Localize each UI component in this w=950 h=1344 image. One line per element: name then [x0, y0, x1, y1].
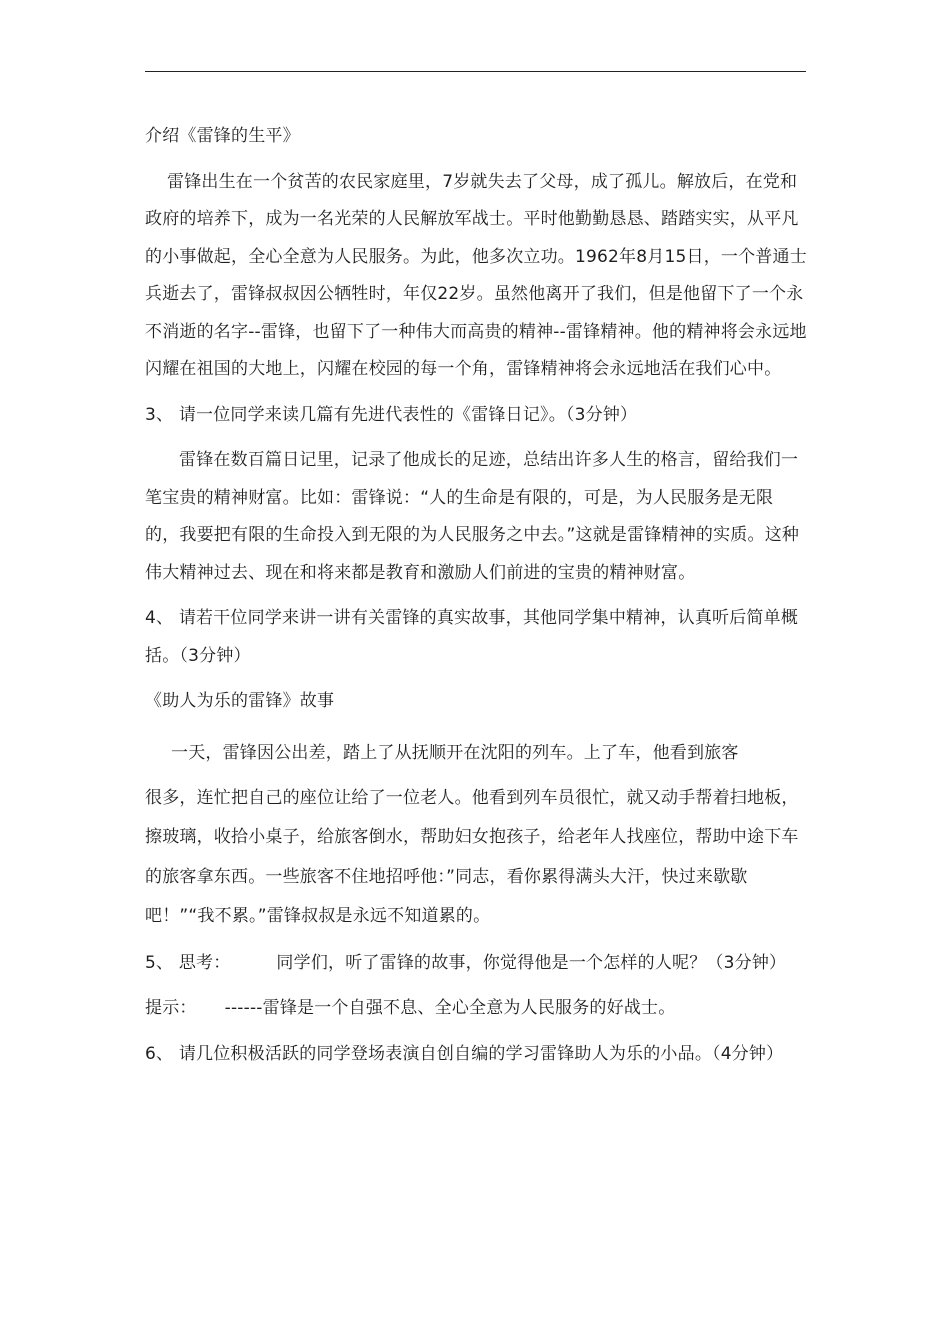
story-first-line: 一天，雷锋因公出差，踏上了从抚顺开在沈阳的列车。上了车，他看到旅客 — [171, 742, 739, 763]
step-5-text: 同学们，听了雷锋的故事，你觉得他是一个怎样的人呢？（3分钟） — [276, 952, 787, 973]
bio-paragraph: 雷锋出生在一个贫苦的农民家庭里，7岁就失去了父母，成了孤儿。解放后，在党和政府的培养下，成为一名光荣的人民解放军战士。平时他勤勤恳恳、踏踏实实，从平凡的小事做起，全心全意为人民服务。为此，他多次立功。1962年8月15日，一个普通士兵逝去了，雷锋叔叔因公牺牲时，年仅22岁。虽然他离开了我们，但是他留下了一个永不消逝的名字--雷锋，也留下了一种伟大而高贵的精神--雷锋精神。他的精神将会永远地闪耀在祖国的大地上，闪耀在校园的每一个角，雷锋精神将会永远地活在我们心中。 — [145, 171, 807, 379]
document-body — [145, 118, 807, 1081]
hint-label: 提示： — [145, 998, 197, 1018]
story-paragraph: 很多，连忙把自己的座位让给了一位老人。他看到列车员很忙，就又动手帮着扫地板，擦玻璃，收拾小桌子，给旅客倒水，帮助妇女抱孩子，给老年人找座位，帮助中途下车的旅客拿东西。一些旅客不住地招呼他：”同志，看你累得满头大汗，快过来歇歇吧！”“我不累。”雷锋叔叔是永远不知道累的。 — [145, 787, 799, 926]
section-heading: 介绍《雷锋的生平》 — [145, 126, 300, 146]
story-title: 《助人为乐的雷锋》故事 — [145, 691, 335, 711]
header-rule — [145, 71, 806, 72]
diary-paragraph: 雷锋在数百篇日记里，记录了他成长的足迹，总结出许多人生的格言，留给我们一笔宝贵的精神财富。比如：雷锋说：“人的生命是有限的，可是，为人民服务是无限的，我要把有限的生命投入到无限的为人民服务之中去。”这就是雷锋精神的实质。这种伟大精神过去、现在和将来都是教育和激励人们前进的宝贵的精神财富。 — [145, 450, 800, 583]
step-3: 3、 请一位同学来读几篇有先进代表性的《雷锋日记》。（3分钟） — [145, 404, 638, 425]
step-5-label: 5、 思考： — [145, 952, 231, 973]
step-6: 6、 请几位积极活跃的同学登场表演自创自编的学习雷锋助人为乐的小品。（4分钟） — [145, 1043, 784, 1064]
hint — [145, 990, 807, 1028]
hint-text: ------雷锋是一个自强不息、全心全意为人民服务的好战士。 — [224, 998, 676, 1018]
step-5 — [145, 945, 807, 983]
step-4: 4、 请若干位同学来讲一讲有关雷锋的真实故事，其他同学集中精神，认真听后简单概括。（3分钟） — [145, 608, 799, 666]
